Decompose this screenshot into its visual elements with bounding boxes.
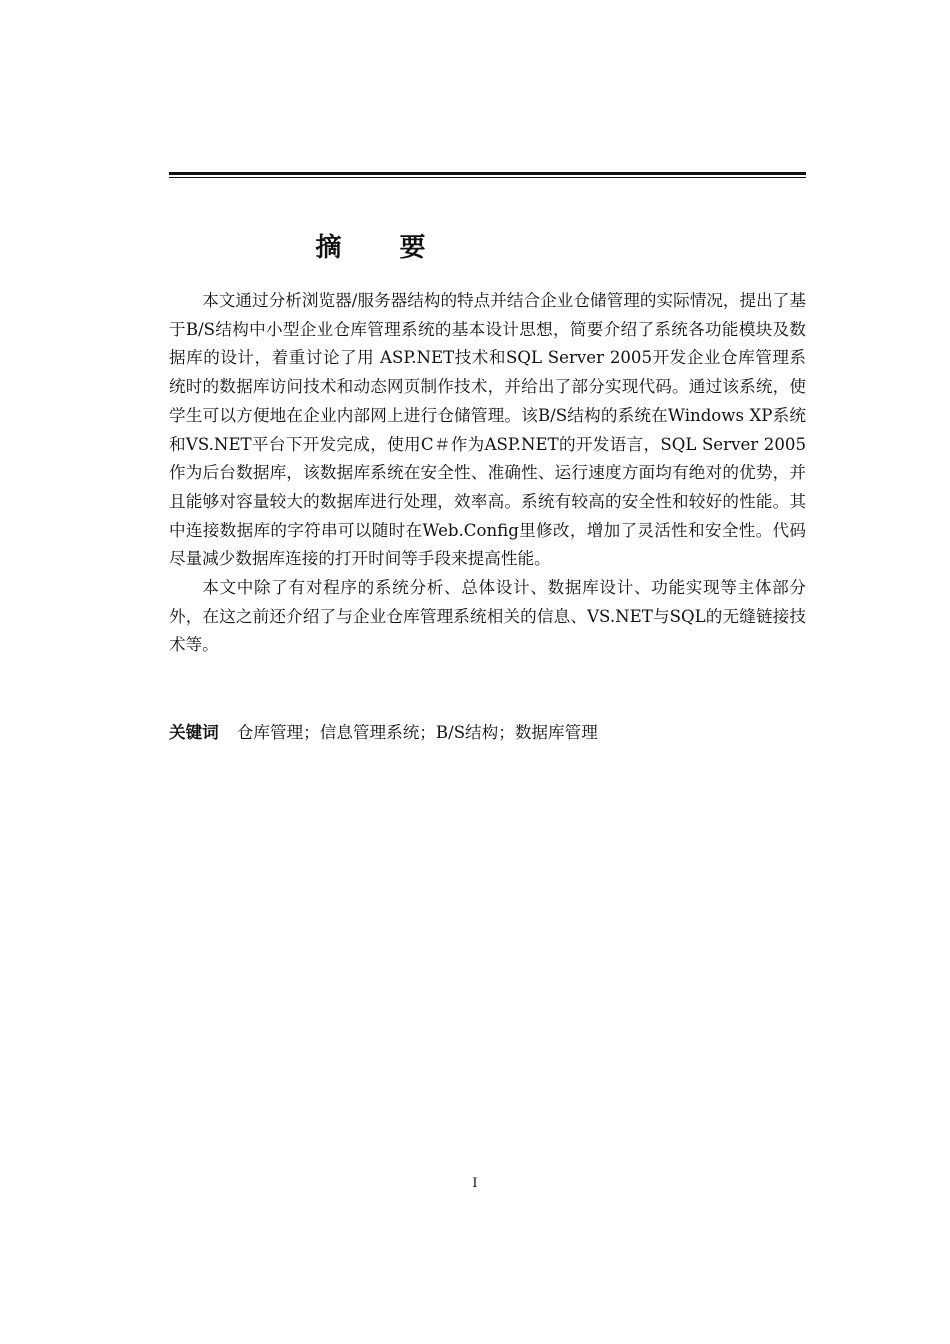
keywords-label: 关键词 — [169, 723, 219, 742]
abstract-paragraph-1: 本文通过分析浏览器/服务器结构的特点并结合企业仓储管理的实际情况，提出了基于B/S结构中小型企业仓库管理系统的基本设计思想，简要介绍了系统各功能模块及数据库的设计，着重讨论了用 ASP.NET技术和SQL Server 2005开发企业仓库管理系统时的数据库访问技术和动态网页制作技术，并给出了部分实现代码。通过该系统，使学生可以方便地在企业内部网上进行仓储管理。该B/S结构的系统在Windows XP系统和VS.NET平台下开发完成，使用C＃作为ASP.NET的开发语言，SQL Server 2005作为后台数据库，该数据库系统在安全性、准确性、运行速度方面均有绝对的优势，并且能够对容量较大的数据库进行处理，效率高。系统有较高的安全性和较好的性能。其中连接数据库的字符串可以随时在Web.Config里修改，增加了灵活性和安全性。代码尽量减少数据库连接的打开时间等手段来提高性能。 — [169, 291, 806, 569]
keywords-list: 仓库管理；信息管理系统；B/S结构；数据库管理 — [236, 723, 598, 742]
abstract-body — [169, 287, 806, 660]
keywords-line — [169, 719, 806, 747]
header-rule-thin — [169, 177, 806, 178]
header-double-rule — [169, 172, 806, 178]
abstract-paragraph-2: 本文中除了有对程序的系统分析、总体设计、数据库设计、功能实现等主体部分外，在这之前还介绍了与企业仓库管理系统相关的信息、VS.NET与SQL的无缝链接技术等。 — [169, 578, 806, 655]
abstract-title: 摘要 — [315, 233, 484, 263]
page-number: I — [472, 1176, 478, 1191]
